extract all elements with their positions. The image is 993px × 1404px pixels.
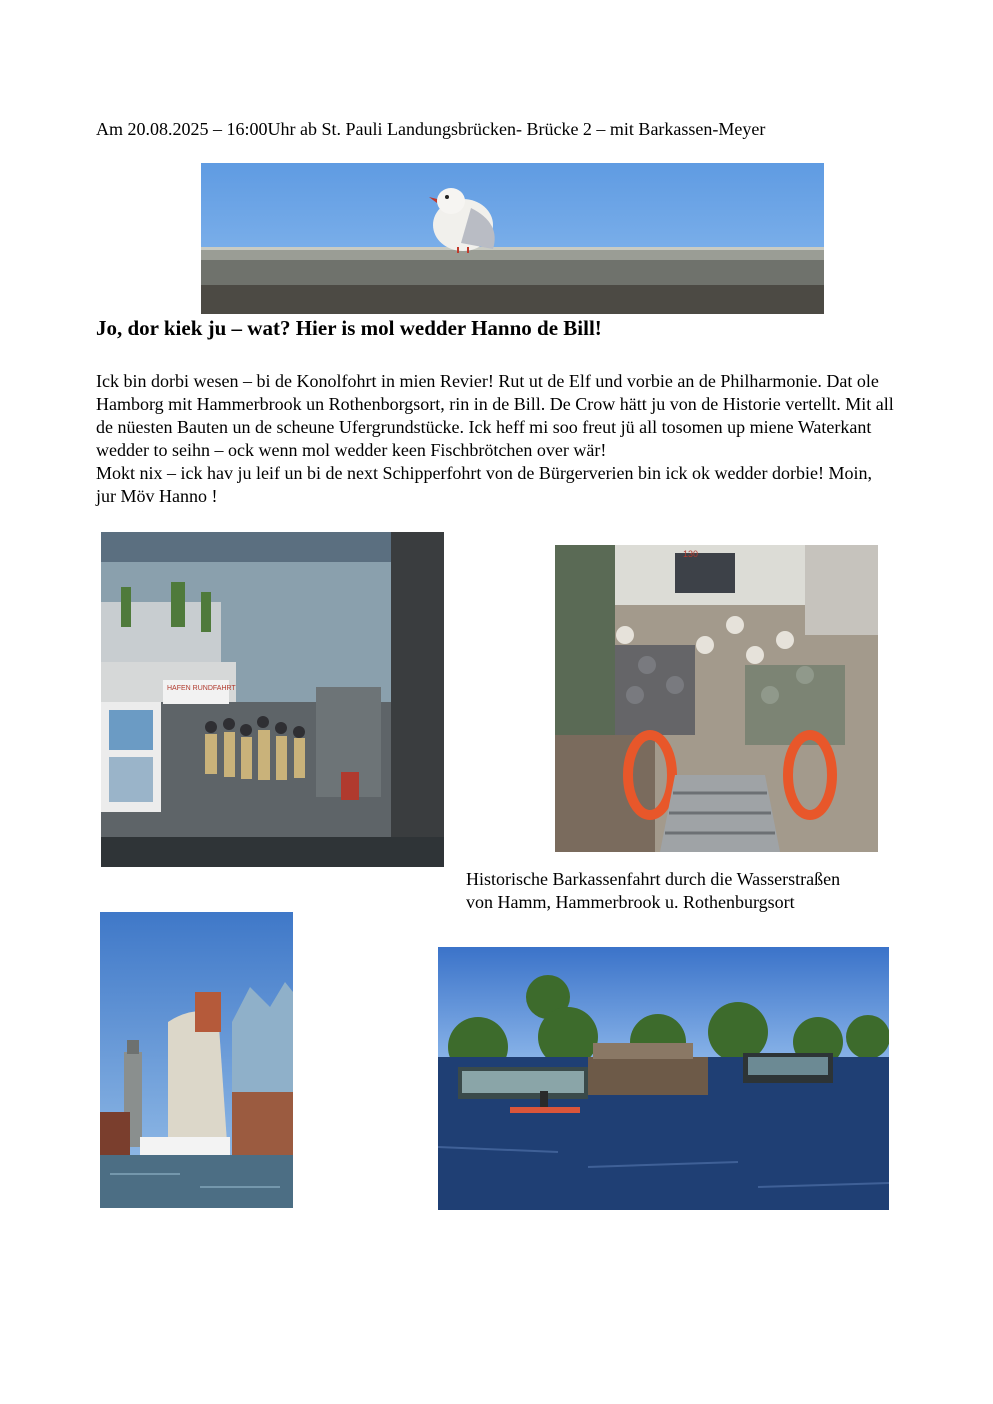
caption-line-1: Historische Barkassenfahrt durch die Wasserstraßen [466, 869, 841, 889]
dateline: Am 20.08.2025 – 16:00Uhr ab St. Pauli Landungsbrücken- Brücke 2 – mit Barkassen-Meyer [96, 119, 766, 139]
body-text [96, 370, 896, 508]
headline: Jo, dor kiek ju – wat? Hier is mol wedder Hanno de Bill! [96, 316, 602, 340]
skyline-photo [100, 912, 293, 1208]
caption-line-2: von Hamm, Hammerbrook u. Rothenburgsort [466, 892, 795, 912]
body-paragraph-1: Ick bin dorbi wesen – bi de Konolfohrt in mien Revier! Rut ut de Elf und vorbie an de Philharmonie. Dat ole Hamborg mit Hammerbrook un Rothenborgsort, rin in de Bill. De Crow hätt ju von de Historie vertellt. Mit all de nüesten Bauten un de scheune Ufergrundstücke. Ick heff mi soo freut jü all tosomen up miene Waterkant wedder to seihn – ock wenn mol wedder keen Fischbrötchen over wär! [96, 371, 894, 460]
boat-interior-photo [555, 545, 878, 852]
pier-sign-text: HAFEN RUNDFAHRT [167, 685, 236, 692]
body-paragraph-2: Mokt nix – ick hav ju leif un bi de next Schipperfohrt von de Bürgerverien bin ick ok wedder dorbie! Moin, jur Möv Hanno ! [96, 463, 872, 506]
pier-group-photo [101, 532, 444, 867]
boat-number-text: 130 [683, 549, 699, 559]
seagull-photo [201, 163, 824, 314]
houseboats-photo [438, 947, 889, 1210]
photo-caption [466, 868, 896, 914]
